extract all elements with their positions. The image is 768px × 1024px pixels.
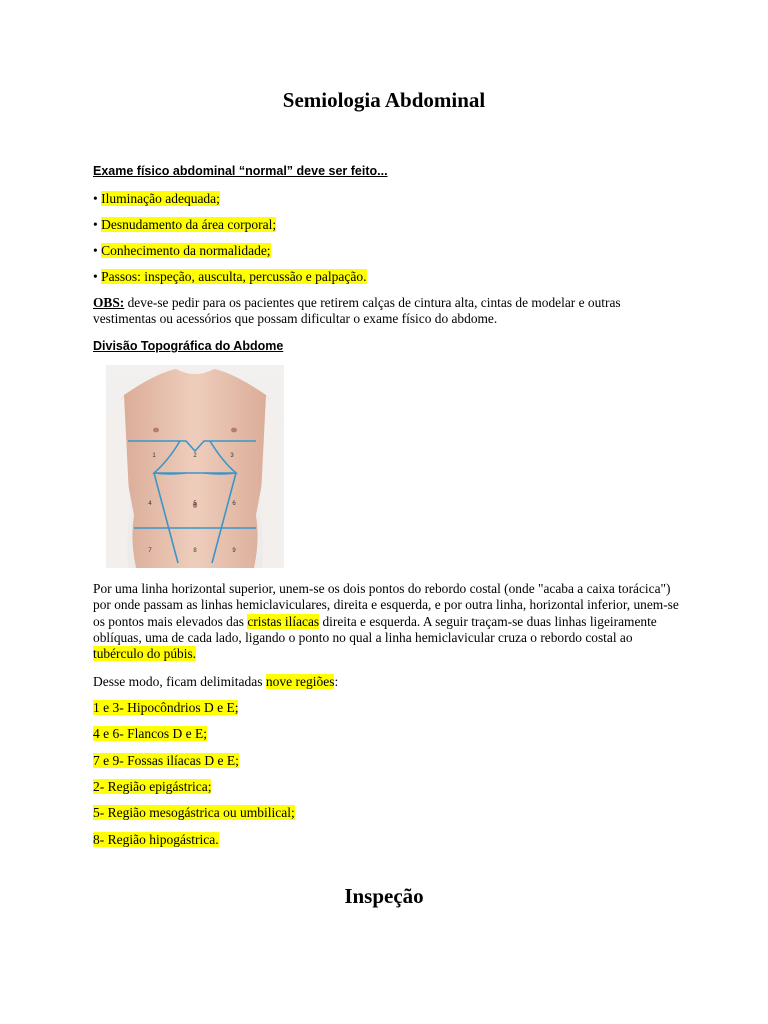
region-text: 4 e 6- Flancos D e E; [93,726,207,741]
document-title: Semiologia Abdominal [282,88,486,112]
region-label: 5 [193,501,197,507]
bullet-item [93,216,276,233]
region-label: 3 [230,453,234,459]
division-paragraph [93,581,683,662]
bullet-marker: • [93,269,98,284]
section-heading-exame: Exame físico abdominal “normal” deve ser feito... [93,164,388,178]
region-label: 9 [232,548,236,554]
regions-intro-text: Desse modo, ficam delimitadas [93,674,266,689]
bullet-text: Passos: inspeção, ausculta, percussão e palpação. [101,269,367,284]
region-label: 8 [193,548,197,554]
region-label: 1 [152,453,156,459]
bullet-text: Iluminação adequada; [101,191,220,206]
highlight-tuberculo: tubérculo do púbis. [93,646,197,662]
bullet-marker: • [93,191,98,206]
bullet-marker: • [93,217,98,232]
bullet-text: Desnudamento da área corporal; [101,217,277,232]
region-label: 4 [148,501,152,507]
region-text: 5- Região mesogástrica ou umbilical; [93,805,295,820]
obs-text: deve-se pedir para os pacientes que retirem calças de cintura alta, cintas de modelar e outras vestimentas ou acessórios que possam dificultar o exame físico do abdome. [93,295,621,327]
region-item [93,699,238,716]
para-text: Por uma linha horizontal superior, unem-se os dois pontos do rebordo costal (onde "acaba a caixa torácica") por onde passam as linhas hemiclaviculares, direita e esquerda, e por outra linha, horizontal inferior, unem-se os pontos mais elevados das [93,581,679,629]
region-text: 8- Região hipogástrica. [93,832,219,847]
bullet-marker: • [93,243,98,258]
highlight-cristas: cristas ilíacas [247,613,320,629]
para-text: direita e esquerda. A seguir traçam-se duas linhas ligeiramente oblíquas, uma de cada lado, ligando o ponto no qual a linha hemiclavicular cruza o rebordo costal ao [93,613,657,645]
region-text: 7 e 9- Fossas ilíacas D e E; [93,753,239,768]
bullet-item [93,190,220,207]
section-heading-inspecao: Inspeção [344,884,424,908]
bullet-text: Conhecimento da normalidade; [101,243,271,258]
region-label: 2 [193,453,197,459]
region-item [93,725,207,742]
region-text: 2- Região epigástrica; [93,779,212,794]
section-heading-divisao: Divisão Topográfica do Abdome [93,339,284,353]
region-text: 1 e 3- Hipocôndrios D e E; [93,700,239,715]
region-item [93,804,295,821]
highlight-nove-regioes: nove regiões [265,674,335,689]
region-item [93,831,219,848]
bullet-item [93,242,271,259]
region-item [93,778,211,795]
bullet-item [93,268,367,285]
obs-paragraph [93,295,683,328]
region-label: 7 [148,548,152,554]
region-label: 6 [232,501,236,507]
regions-intro [93,673,338,690]
region-item [93,752,239,769]
obs-label: OBS: [93,295,125,310]
abdomen-regions-figure [106,365,284,568]
regions-intro-colon: : [334,674,339,689]
